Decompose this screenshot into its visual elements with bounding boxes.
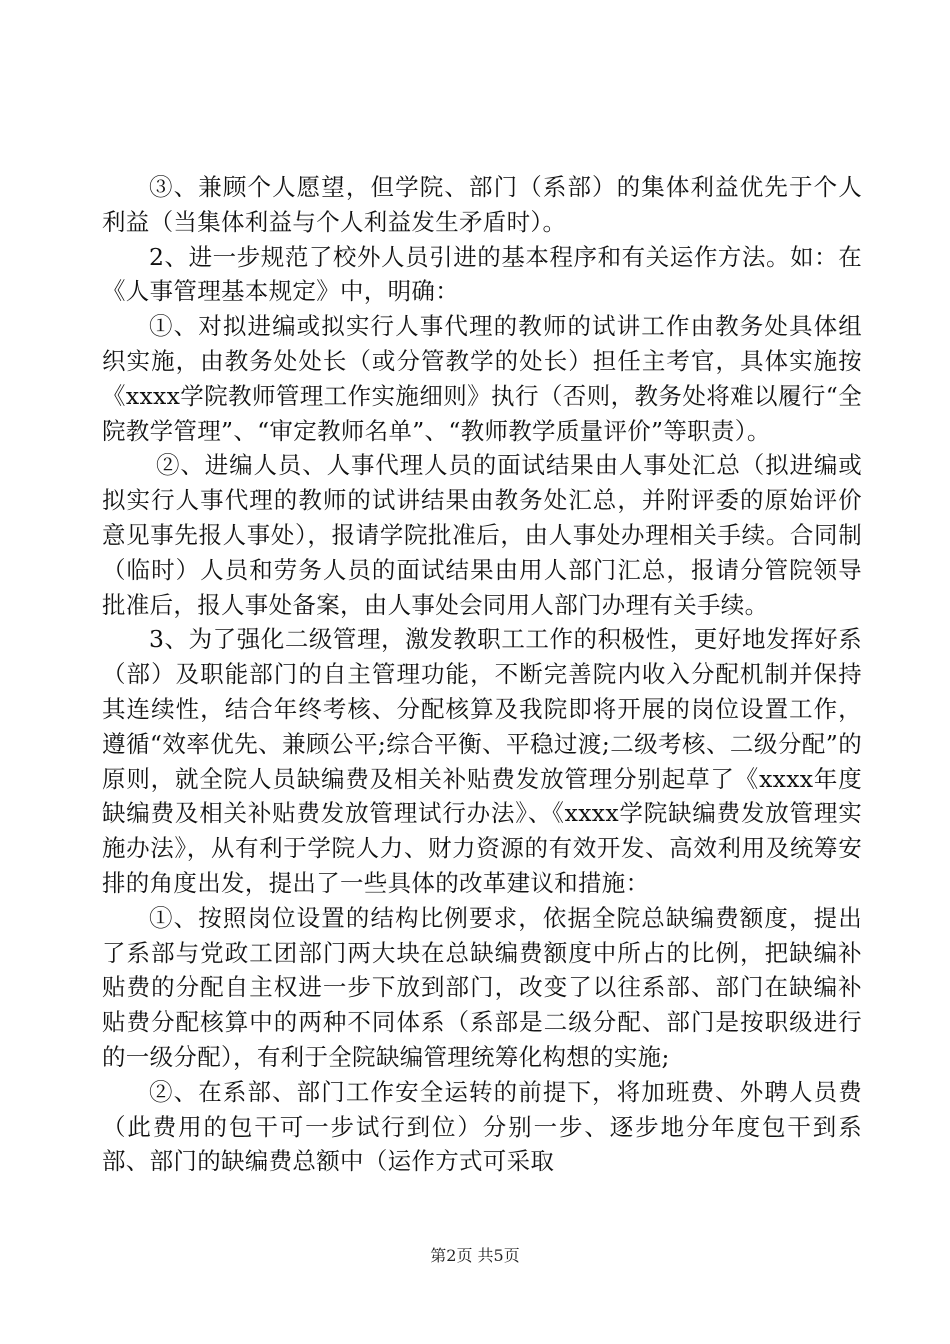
paragraph-external-hiring-procedure: 2、进一步规范了校外人员引进的基本程序和有关运作方法。如：在《人事管理基本规定》中，明确： [102, 242, 862, 306]
paragraph-overtime-contracting: ②、在系部、部门工作安全运转的前提下，将加班费、外聘人员费（此费用的包干可一步试行到位）分别一步、逐步地分年度包干到系部、部门的缺编费总额中（运作方式可采取 [102, 1077, 862, 1176]
paragraph-priority-collective-interest: ③、兼顾个人愿望，但学院、部门（系部）的集体利益优先于个人利益（当集体利益与个人利益发生矛盾时）。 [102, 173, 862, 236]
paragraph-interview-results: ②、进编人员、人事代理人员的面试结果由人事处汇总（拟进编或拟实行人事代理的教师的试讲结果由教务处汇总，并附评委的原始评价意见事先报人事处），报请学院批准后，由人事处办理相关手续。合同制（临时）人员和劳务人员的面试结果由用人部门汇总，报请分管院领导批准后，报人事处备案，由人事处会同用人部门办理有关手续。 [102, 451, 862, 619]
page-number-footer: 第2页 共5页 [430, 1246, 520, 1265]
document-body [102, 170, 862, 1179]
paragraph-secondary-management: 3、为了强化二级管理，激发教职工工作的积极性，更好地发挥好系（部）及职能部门的自主管理功能，不断完善院内收入分配机制并保持其连续性，结合年终考核、分配核算及我院即将开展的岗位设置工作，遵循“效率优先、兼顾公平;综合平衡、平稳过渡;二级考核、二级分配”的原则，就全院人员缺编费及相关补贴费发放管理分别起草了《xxxx年度缺编费及相关补贴费发放管理试行办法》、《xxxx学院缺编费发放管理实施办法》，从有利于学院人力、财力资源的有效开发、高效利用及统筹安排的角度出发，提出了一些具体的改革建议和措施： [102, 625, 862, 897]
paragraph-post-setting-ratio: ①、按照岗位设置的结构比例要求，依据全院总缺编费额度，提出了系部与党政工团部门两大块在总缺编费额度中所占的比例，把缺编补贴费的分配自主权进一步下放到部门，改变了以往系部、部门在缺编补贴费分配核算中的两种不同体系（系部是二级分配、部门是按职级进行的一级分配），有利于全院缺编管理统筹化构想的实施; [102, 903, 862, 1071]
paragraph-trial-lecture-organization: ①、对拟进编或拟实行人事代理的教师的试讲工作由教务处具体组织实施，由教务处处长（或分管教学的处长）担任主考官，具体实施按《xxxx学院教师管理工作实施细则》执行（否则，教务处将难以履行“全院教学管理”、“审定教师名单”、“教师教学质量评价”等职责）。 [102, 312, 862, 445]
